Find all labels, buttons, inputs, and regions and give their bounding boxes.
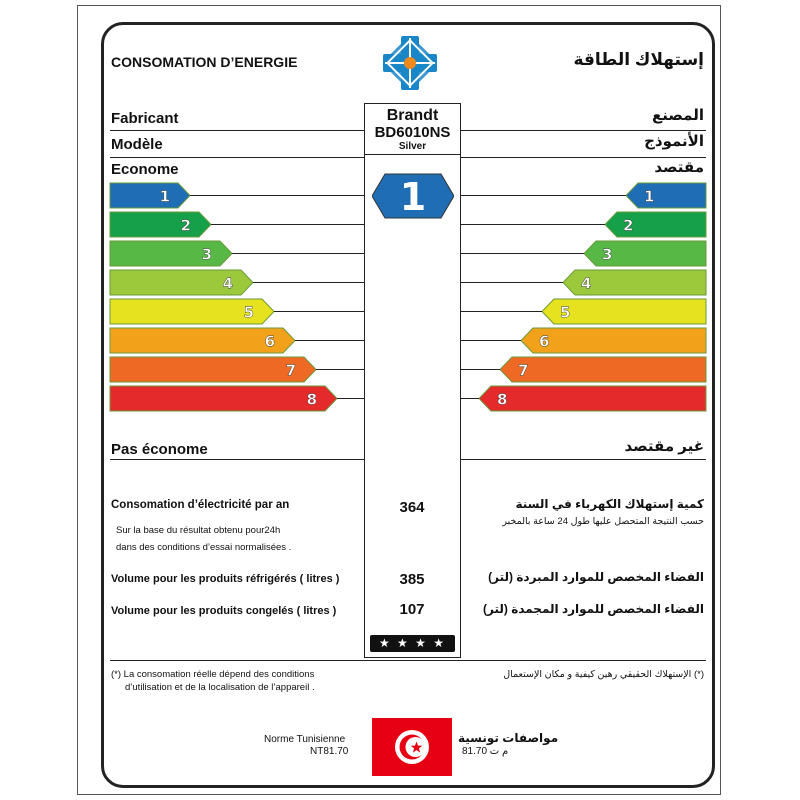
consumption-label-ar: كمية إستهلاك الكهرباء في السنة	[515, 497, 704, 511]
efficiency-bar-label: 4	[581, 274, 592, 293]
manufacturer-value: Brandt	[386, 107, 439, 124]
inefficient-label-fr: Pas économe	[111, 441, 208, 458]
efficiency-bar-label: 3	[602, 245, 613, 264]
efficiency-bar-label: 6	[264, 332, 275, 351]
header-ar: إستهلاك الطاقة	[573, 50, 704, 69]
efficient-label-fr: Econome	[111, 161, 179, 178]
efficiency-bar-label: 6	[539, 332, 550, 351]
fridge-volume-value: 385	[399, 571, 425, 588]
efficiency-bar-label: 3	[201, 245, 212, 264]
efficiency-bar-right	[500, 357, 706, 382]
standard-fr-1: Norme Tunisienne	[264, 734, 346, 745]
efficiency-bar-label: 5	[560, 303, 571, 322]
divider	[461, 459, 706, 460]
efficiency-bar-left	[110, 241, 232, 266]
consumption-note-ar: حسب النتيجة المتحصل عليها طول 24 ساعة بالمخبر	[502, 516, 704, 527]
finish-value: Silver	[398, 141, 427, 152]
rated-class-value: 1	[399, 175, 427, 219]
efficiency-bar-label: 7	[518, 361, 529, 380]
rated-class-arrow	[372, 172, 454, 220]
efficiency-bar-label: 8	[306, 390, 317, 409]
efficiency-bar-label: 2	[180, 216, 191, 235]
manufacturer-label-fr: Fabricant	[111, 110, 179, 127]
divider	[110, 459, 364, 460]
consumption-note-fr-1: Sur la base du résultat obtenu pour24h	[116, 525, 281, 536]
efficiency-bar-right	[626, 183, 706, 208]
efficiency-bar-label: 8	[497, 390, 508, 409]
consumption-value: 364	[399, 499, 425, 516]
model-label-fr: Modèle	[111, 136, 163, 153]
model-value: BD6010NS	[374, 124, 451, 141]
efficiency-bar-right	[605, 212, 706, 237]
freezer-stars: ★ ★ ★ ★	[373, 636, 452, 651]
manufacturer-label-ar: المصنع	[652, 107, 704, 124]
efficiency-bar-label: 1	[644, 187, 655, 206]
efficiency-bar-left	[110, 212, 211, 237]
efficiency-bar-label: 5	[243, 303, 254, 322]
efficiency-bar-label: 4	[222, 274, 233, 293]
efficiency-bar-right	[479, 386, 706, 411]
standard-fr-2: NT81.70	[310, 746, 349, 757]
fridge-volume-label-ar: الفضاء المخصص للموارد المبردة (لتر)	[488, 570, 704, 584]
fridge-volume-label-fr: Volume pour les produits réfrigérés ( litres )	[111, 573, 340, 585]
standard-ar-2: م ت 81.70	[462, 746, 509, 757]
efficiency-bar-left	[110, 183, 190, 208]
efficiency-bar-label: 7	[285, 361, 296, 380]
freezer-star-rating	[370, 635, 455, 652]
footnote-fr-2: d’utilisation et de la localisation de l’appareil .	[125, 682, 315, 693]
consumption-label-fr: Consomation d’électricité par an	[111, 499, 290, 511]
consumption-note-fr-2: dans des conditions d’essai normalisées .	[116, 542, 292, 553]
inefficient-label-ar: غير مقتصد	[624, 438, 704, 455]
efficiency-bar-left	[110, 386, 337, 411]
efficient-label-ar: مقتصد	[654, 159, 704, 176]
standard-ar-1: مواصفات تونسية	[458, 731, 559, 745]
footnote-fr-1: (*) La consomation réelle dépend des conditions	[111, 669, 315, 680]
tunisia-flag-icon	[372, 718, 452, 776]
freezer-volume-value: 107	[399, 601, 425, 618]
freezer-volume-label-fr: Volume pour les produits congelés ( litres )	[111, 605, 337, 617]
header-fr: CONSOMATION D’ENERGIE	[111, 54, 298, 70]
footnote-ar: (*) الإستهلاك الحقيقي رهين كيفية و مكان الإستعمال	[503, 669, 704, 680]
divider	[110, 660, 706, 661]
efficiency-bar-label: 1	[159, 187, 170, 206]
freezer-volume-label-ar: الفضاء المخصص للموارد المجمدة (لتر)	[483, 602, 704, 616]
model-label-ar: الأنموذج	[644, 133, 704, 150]
efficiency-bar-label: 2	[623, 216, 634, 235]
